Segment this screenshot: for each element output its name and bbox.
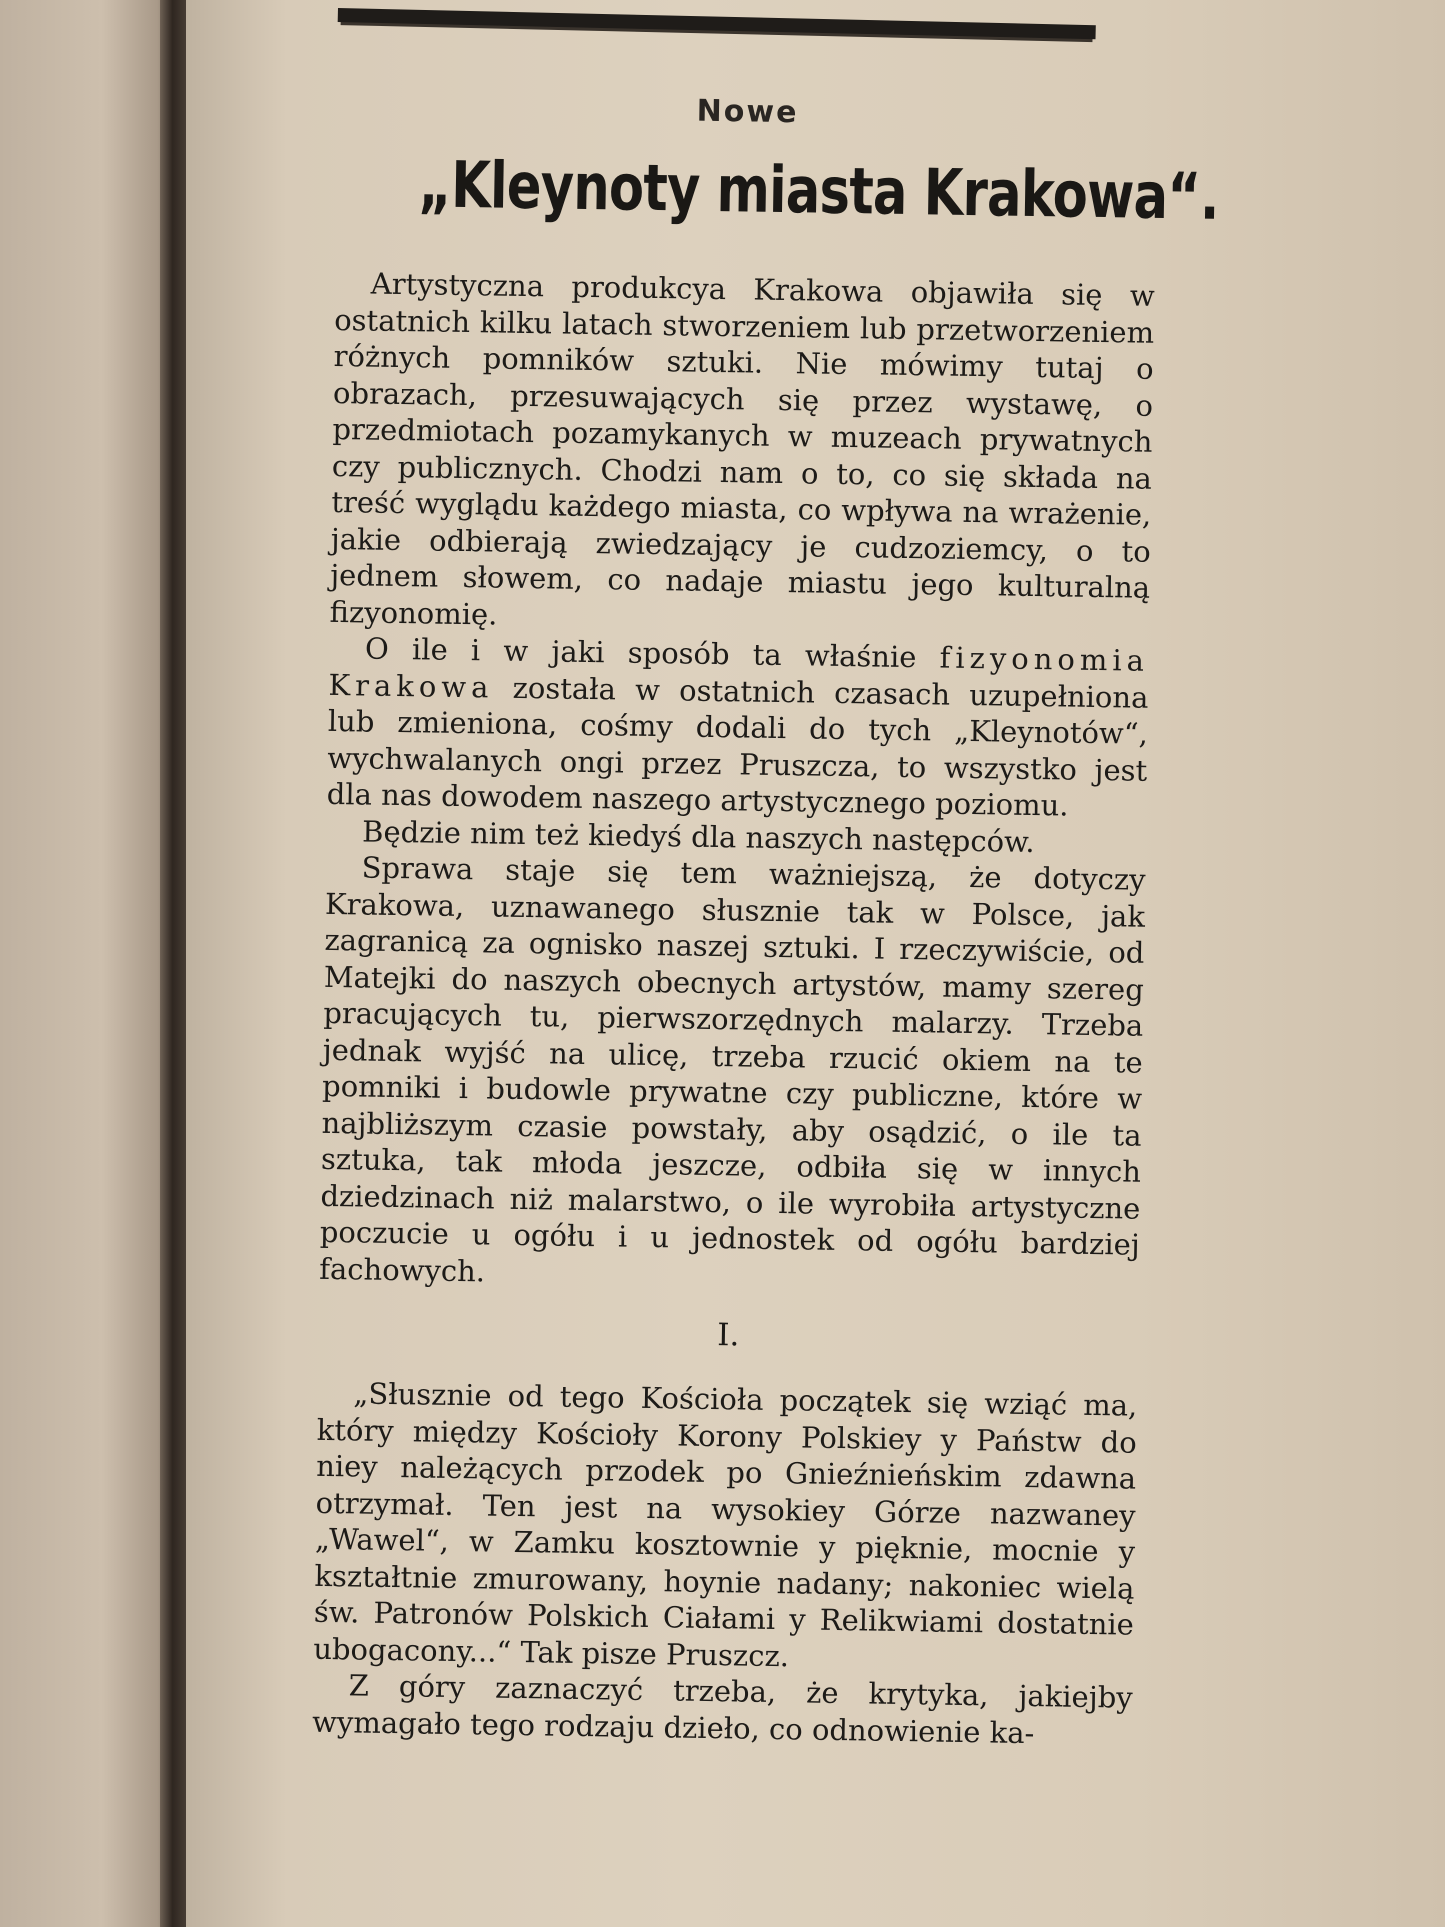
left-page xyxy=(0,0,185,1927)
paragraph-2-start: O ile i w jaki sposób ta właśnie xyxy=(364,631,917,675)
paragraph-4: Sprawa staje się tem ważniejszą, że dotyczy Krakowa, uznawanego słusznie tak w Polsce, jak zagranicą za ognisko naszej sztuki. I rzeczywiście, od Matejki do naszych obecnych artystów, mamy szereg pracujących tu, pierwszorzędnych malarzy. Trzeba jednak wyjść na ulicę, trzeba rzucić okiem na te pomniki i budowle prywatne czy publiczne, które w najbliższym czasie powstały, aby osądzić, o ile ta sztuka, tak młoda jeszcze, odbiła się w innych dziedzinach niż malarstwo, o ile wyrobiła artystyczne poczucie u ogółu i u jednostek od ogółu bardziej fachowych. xyxy=(319,850,1146,1288)
emphasized-phrase: fizyonomia Krakowa xyxy=(328,640,1150,705)
section-numeral: I. xyxy=(716,1317,740,1354)
paragraph-3: Będzie nim też kiedyś dla naszych następców. xyxy=(361,813,1035,859)
paragraph-2 xyxy=(326,630,1149,825)
book-gutter xyxy=(160,0,188,1927)
section-1-paragraph-2: Z góry zaznaczyć trzeba, że krytyka, jakiejby wymagało tego rodzaju dzieło, co odnowienie ka- xyxy=(311,1668,1133,1750)
section-1-paragraph-1: „Słusznie od tego Kościoła początek się wziąć ma, który między Kościoły Korony Polskiey y Państw do niey należących przodek po Gnieźnieńskim zdawna otrzymał. Ten jest na wysokiey Górze nazwaney „Wawel“, w Zamku kosztownie y pięknie, mocnie y kształtnie zmurowany, hoynie nadany; nakoniec wielą św. Patronów Polskich Ciałami y Relikwiami dostatnie ubogacony...“ Tak pisze Pruszcz. xyxy=(313,1376,1138,1673)
header-rule xyxy=(338,8,1096,39)
article-kicker: Nowe xyxy=(696,93,799,131)
paragraph-2-end: została w ostatnich czasach uzupełniona lub zmieniona, cośmy dodali do tych „Kleynotów“, wychwalanych ongi przez Pruszcza, to wszystko jest dla nas dowodem naszego artystycznego poziomu. xyxy=(326,670,1149,823)
page-content xyxy=(311,80,1220,1753)
paragraph-1: Artystyczna produkcya Krakowa objawiła się w ostatnich kilku latach stworzeniem lub przetworzeniem różnych pomników sztuki. Nie mówimy tutaj o obrazach, przesuwających się przez wystawę, o przedmiotach pozamykanych w muzeach prywatnych czy publicznych. Chodzi nam o to, co się składa na treść wyglądu każdego miasta, co wpływa na wrażenie, jakie odbierają zwiedzający je cudzoziemcy, o to jednem słowem, co nadaje miastu jego kulturalną fizyonomię. xyxy=(329,266,1155,632)
article-title: „Kleynoty miasta Krakowa“. xyxy=(417,148,1220,235)
